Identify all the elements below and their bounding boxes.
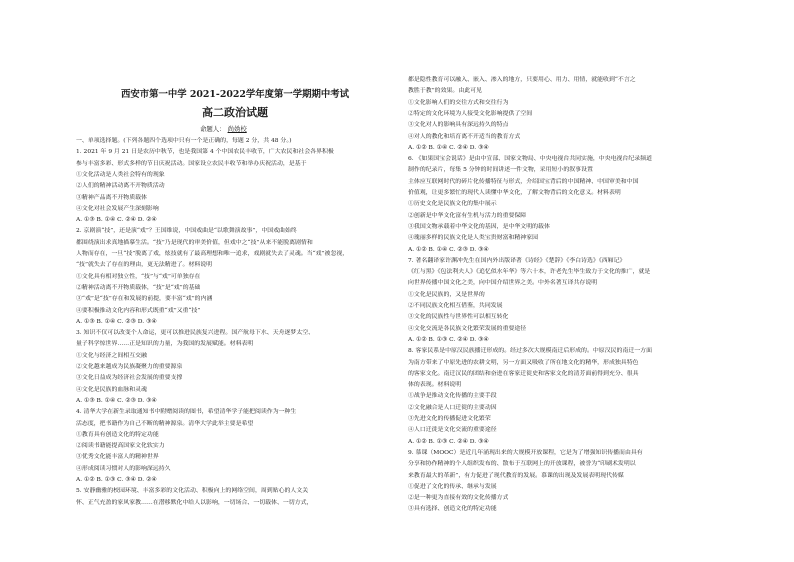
text-line: 8. 客家民系是中原汉民族播迁形成的。经过多次大规模南迁后形成的。中原汉民的南迁一方面	[408, 348, 652, 355]
author-label: 命题人：	[200, 125, 226, 133]
text-line: 量子科学惊世界……正是知识的力量，为我国的发展赋能。材料表明	[76, 341, 254, 348]
text-line: 来教育最大的革新”，有力促进了现代教育的发展。慕课的出现及发展表明现代传媒	[408, 472, 624, 479]
text-line: 参与丰富多彩、形式多样的节日庆祝活动。国家设立农民丰收节和举办庆祝活动，是基于	[76, 160, 307, 167]
text-line: 向世界传播中国文化之美，向中国介绍世界之美。中外名著互译共存说明	[408, 280, 598, 287]
author-line	[200, 125, 247, 133]
text-line: 《红与黑》《包法利夫人》《追忆似水年华》等六十本，许老先生毕生致力于文化的推广，就是	[408, 269, 651, 276]
text-line: ③我国文物承载着中华文化的基因，是中华文明的载体	[408, 223, 550, 230]
text-line: ①历史文化是民族文化的集中展示	[408, 201, 497, 208]
text-line: ①文化与经济之间相互交融	[76, 352, 147, 359]
text-line: ③先进文化的传播促进文化繁荣	[408, 416, 491, 422]
text-line: ②人们的精神活动离不开物质活动	[76, 183, 165, 190]
text-line: ③文化日益成为经济社会发展的重要支撑	[76, 375, 183, 382]
text-line: 为南方带来了中原先进的农耕文明，另一方面又吸收了所在地文化的精华，形成独具特色	[408, 359, 639, 366]
text-line: ①战争是推动文化传播的主要手段	[408, 393, 497, 400]
text-line: 4. 清华大学在新生录取通知书中附赠阅读的图书，希望清华学子能把阅读作为一种生	[76, 409, 297, 416]
text-line: ③具有选择、创造文化的特定功能	[408, 506, 497, 513]
text-line: A. ①③ B. ①④ C. ②③ D. ③④	[76, 397, 157, 404]
text-line: ②文化融合是人口迁徙的主要动因	[408, 404, 497, 411]
text-line: 活态度，把书籍作为自己不断的精神源泉。清华大学此举主要是希望	[76, 420, 254, 427]
text-line: 主体应互联网时代的碎片化传播特征与形式，介绍国宝背后的中国精神、中国审美和中国	[408, 178, 639, 185]
text-line: 制作的纪录片，每集 5 分钟的时间讲述一件文物，采用短小的叙事设置	[408, 167, 593, 174]
text-line: ①文化具有相对独立性，“技”与“戏”可单独存在	[76, 273, 201, 280]
text-line: 分享和协作精神的个人组织发布的、散布于互联网上的开放课程，被誉为“印刷术发明以	[408, 461, 636, 468]
text-line: A. ①② B. ①③ C. ②④ D. ③④	[408, 438, 489, 445]
text-line: ②不同民族文化相互借鉴，共同发展	[408, 303, 503, 309]
text-line: 体的表现。材料说明	[408, 382, 462, 389]
text-line: ②创新是中华文化富有生机与活力的重要保障	[408, 212, 527, 219]
text-line: ④文化是民族的血脉和灵魂	[76, 386, 147, 393]
text-line: ②特定的文化环境为人接受文化影响提供了空间	[408, 110, 533, 117]
exam-subtitle: 高二政治试题	[202, 106, 268, 119]
text-line: ④文化对社会发展产生深刻影响	[76, 205, 159, 212]
text-line: A. ①② B. ①④ C. ②③ D. ③④	[408, 246, 489, 253]
text-line: 3. 知识不仅可以改变个人命运，更可以推进民族复兴进程。国产航母下水、天舟逐梦太空、	[76, 330, 315, 337]
text-line: A. ①③ B. ①④ C. ②④ D. ②④	[76, 217, 157, 224]
text-line: ②文化越来越成为民族凝聚力的重要源泉	[76, 364, 183, 370]
text-line: 都围绕演出求真地描摹生活。“技”乃是现代的审美价值，但戏中之“技”从来不能脱离剧情和	[76, 239, 313, 246]
text-line: ②是一种更为直接有效的文化传播方式	[408, 495, 509, 502]
text-line: 5. 安静幽雅的校园环境、丰富多彩的文化活动、积极向上的网络空间，周到贴心的人文关	[76, 488, 309, 495]
text-line: ④文化交流是各民族文化繁荣发展的重要途径	[408, 325, 527, 332]
text-line: ①文化是民族的，又是世界的	[408, 291, 485, 298]
text-line: ④要积极推动文化内容和形式既重“戏”又重“技”	[76, 307, 201, 314]
text-line: ④人口迁徙是文化交流的重要途径	[408, 427, 497, 434]
text-line: 怀、正气充盈的家风家教……在潜移默化中给人以影响，一切场合、一切载体、一切方式，	[76, 499, 313, 506]
text-line: 人物而存在，一旦“技”脱离了戏，炫技就有了最高理想和唯一追求，戏剧就失去了灵魂。当“戏”被忽视，	[76, 251, 349, 257]
text-line: ②阅读书籍能提高国家文化软实力	[76, 443, 165, 450]
text-line: A. ①② B. ①④ C. ②④ D. ③④	[408, 144, 489, 151]
text-line: ①教育具有创造文化的特定功能	[76, 431, 159, 438]
text-line: 2. 京剧演“技”，还是演“戏”？王国维说，中国戏曲是“以歌舞演故事”，中国戏曲始终	[76, 228, 297, 235]
text-line: 7. 著名翻译家许渊冲先生在国内外出版译著《诗经》《楚辞》《李白诗选》《西厢记》	[408, 257, 626, 264]
text-line: 1. 2021 年 9 月 21 日是农历中秋节，也是我国第 4 个中国农民丰收节，广大农民和社会各界积极	[76, 149, 334, 156]
text-line: ②精神活动离不开物质载体，“技”是“戏”的基础	[76, 284, 201, 291]
text-line: A. ①② B. ①③ C. ③④ D. ②④	[76, 477, 157, 483]
text-line: ④形成阅读习惯对人的影响深远持久	[76, 465, 171, 472]
text-line: 都是隐性教育可以融入、嵌入、渗入的地方，只要用心、用力、用情，就能收到“不言之	[408, 77, 636, 83]
exam-title: 西安市第一中学 2021-2022学年度第一学期期中考试	[120, 89, 350, 100]
text-line: A. ①② B. ①③ C. ②④ D. ③④	[408, 336, 489, 343]
author-name: 尚妫校	[227, 125, 247, 133]
text-line: ①促进了文化的传承、继承与发展	[408, 483, 497, 490]
text-line: 教胜于教”的效果。由此可见	[408, 88, 482, 95]
text-line: 的客家文化。南迁汉民的团结和奋进在客家迁徙史和客家文化的清芳面前得到充分、很具	[408, 370, 639, 377]
text-line: ④瑰丽多样的民族文化是人类宝贵财富和精神家园	[408, 235, 539, 242]
text-line: ③文化对人的影响具有深远持久的特点	[408, 122, 509, 129]
text-line: A. ①③ B. ①④ C. ②③ D. ③④	[76, 318, 157, 325]
text-line: ③优秀文化能丰富人的精神世界	[76, 454, 159, 461]
text-line: 6. 《如果国宝会说话》是由中宣部、国家文物局、中央电视台共同实施，中央电视台纪录频道	[408, 156, 652, 163]
text-line: ④对人的教化和培育离不开适当的教育方式	[408, 133, 521, 140]
text-line: ③“戏”是“技”存在和发展的前提，要丰富“戏”的内涵	[76, 296, 213, 303]
text-line: “技”就失去了存在的理由，更无法精进了。材料说明	[76, 262, 213, 269]
text-line: ③文化的民族性与世界性可以相互转化	[408, 314, 509, 321]
text-line: ①文化活动是人类社会特有的现象	[76, 171, 165, 178]
text-line: 价值观，让更多繁忙的现代人读懂中华文化，了解文物背后的文化意义。材料表明	[408, 190, 621, 196]
text-line: ③精神产品离不开物质载体	[76, 194, 147, 201]
text-line: 一、单项选择题。(下列各题四个选项中只有一个是正确的，每题 2 分，共 48 分。)	[76, 138, 292, 144]
text-line: 9. 慕课（MOOC）是近几年涌现出来的大规模开放课程，它是为了增强知识传播而由具有	[408, 449, 643, 456]
text-line: ①文化影响人们的交往方式和交往行为	[408, 99, 509, 106]
